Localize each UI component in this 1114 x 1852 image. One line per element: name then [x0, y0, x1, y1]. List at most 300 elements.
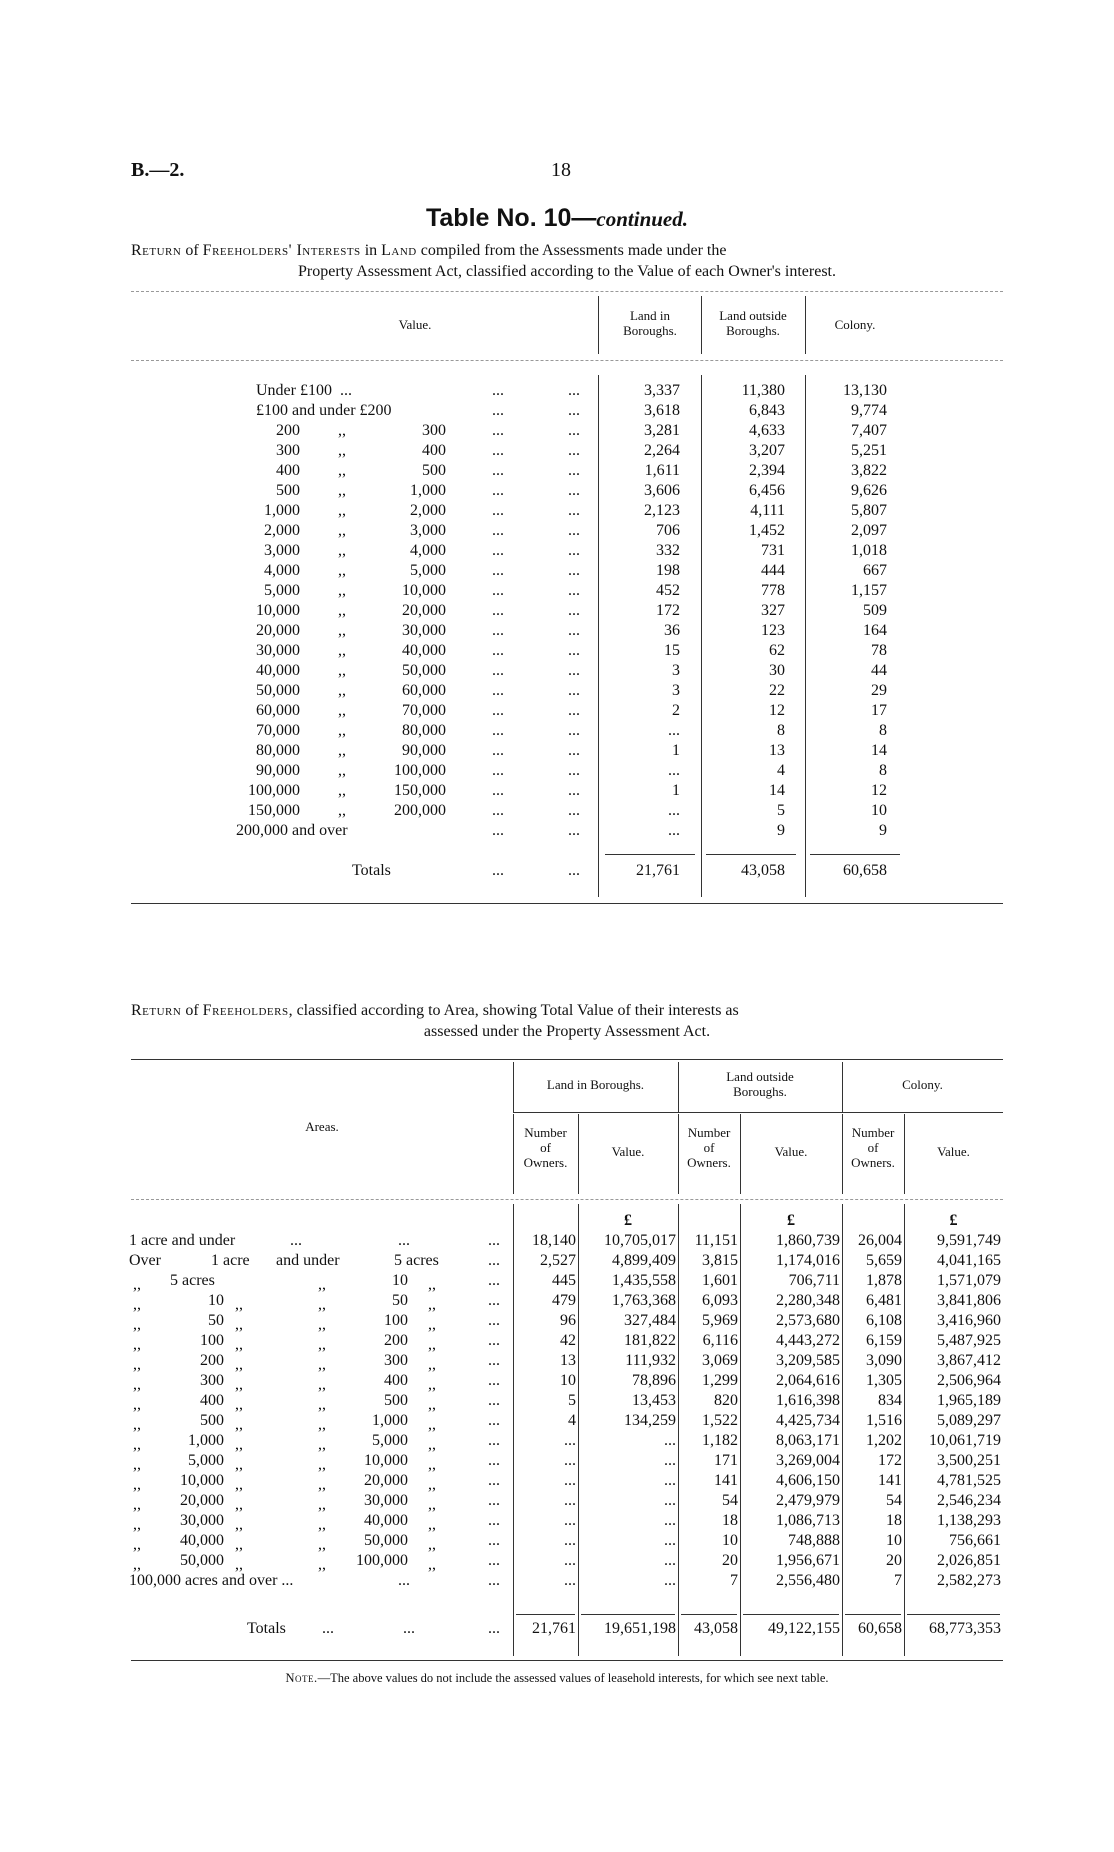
caption-word: Freeholders: [202, 1002, 289, 1019]
range-to: 400: [422, 442, 446, 459]
boroughs-value: ...: [664, 1512, 676, 1529]
colony-value: 2,582,273: [937, 1572, 1001, 1589]
colony-owners: 5,659: [866, 1252, 902, 1269]
leader-dots: ...: [568, 522, 580, 539]
ditto-mark: ,,: [133, 1376, 141, 1393]
ditto-mark: ,,: [428, 1356, 436, 1373]
currency-symbol: £: [624, 1212, 632, 1229]
range-to: 1,000: [410, 482, 446, 499]
leader-dots: ...: [568, 602, 580, 619]
colony-count: 9: [879, 822, 887, 839]
ditto-mark: ,,: [235, 1316, 243, 1333]
colony-count: 10: [871, 802, 887, 819]
row-prefix: Over: [129, 1252, 161, 1269]
header-number-of-owners: Number of Owners.: [851, 1125, 895, 1170]
leader-dots: ...: [488, 1620, 500, 1637]
ditto-mark: ,,: [133, 1496, 141, 1513]
leader-dots: ...: [568, 702, 580, 719]
range-to: 200,000: [394, 802, 446, 819]
ditto-mark: ,,: [318, 1356, 326, 1373]
range-from: 50,000: [256, 682, 300, 699]
range-to: 10,000: [364, 1452, 408, 1469]
ditto-mark: ,,: [338, 782, 346, 799]
leader-dots: ...: [492, 442, 504, 459]
header-colony: Colony.: [902, 1077, 943, 1092]
outside-owners: 1,522: [702, 1412, 738, 1429]
ditto-mark: ,,: [338, 442, 346, 459]
leader-dots: ...: [568, 742, 580, 759]
boroughs-value: 327,484: [624, 1312, 676, 1329]
header-land-in-boroughs: Land in Boroughs.: [623, 308, 677, 338]
leader-dots: ...: [492, 782, 504, 799]
ditto-mark: ,,: [133, 1456, 141, 1473]
land-outside-boroughs-count: 1,452: [749, 522, 785, 539]
boroughs-value: ...: [664, 1552, 676, 1569]
column-divider: [842, 1114, 843, 1194]
table1-caption-line2: Property Assessment Act, classified according to the Value of each Owner's interest.: [298, 263, 836, 280]
range-from: 50: [208, 1312, 224, 1329]
colony-owners: 172: [878, 1452, 902, 1469]
land-in-boroughs-count: 706: [656, 522, 680, 539]
land-in-boroughs-count: 332: [656, 542, 680, 559]
land-outside-boroughs-count: 3,207: [749, 442, 785, 459]
outside-value: 49,122,155: [768, 1620, 840, 1637]
colony-value: 4,781,525: [937, 1472, 1001, 1489]
caption-word: in: [360, 242, 382, 259]
outside-owners: 1,299: [702, 1372, 738, 1389]
row-label: Under £100: [256, 382, 332, 399]
leader-dots: ...: [568, 502, 580, 519]
outside-value: 3,209,585: [776, 1352, 840, 1369]
boroughs-owners: ...: [564, 1472, 576, 1489]
header-number-of-owners: Number of Owners.: [523, 1125, 568, 1170]
colony-value: 1,571,079: [937, 1272, 1001, 1289]
outside-value: 1,086,713: [776, 1512, 840, 1529]
range-to: 40,000: [364, 1512, 408, 1529]
land-outside-boroughs-count: 13: [769, 742, 785, 759]
range-to: 5,000: [372, 1432, 408, 1449]
leader-dots: ...: [568, 682, 580, 699]
boroughs-owners: ...: [564, 1532, 576, 1549]
range-from: 10: [208, 1292, 224, 1309]
totals-rule: [743, 1614, 839, 1615]
row-label: 1 acre and under: [129, 1232, 236, 1249]
rule: [513, 1112, 1003, 1113]
colony-count: 8: [879, 762, 887, 779]
land-in-boroughs-count: 3,337: [644, 382, 680, 399]
range-to: 100,000: [394, 762, 446, 779]
leader-dots: ...: [492, 602, 504, 619]
boroughs-owners: ...: [564, 1492, 576, 1509]
title-continued: continued.: [596, 207, 689, 231]
range-to: 20,000: [402, 602, 446, 619]
column-divider: [805, 375, 806, 897]
range-from: 1,000: [264, 502, 300, 519]
colony-count: 13,130: [843, 382, 887, 399]
outside-value: 2,280,348: [776, 1292, 840, 1309]
leader-dots: ...: [492, 742, 504, 759]
land-outside-boroughs-count: 731: [761, 542, 785, 559]
ditto-mark: ,,: [428, 1476, 436, 1493]
leader-dots: ...: [492, 642, 504, 659]
boroughs-owners: 96: [560, 1312, 576, 1329]
land-outside-boroughs-count: 6,843: [749, 402, 785, 419]
ditto-mark: ,,: [428, 1296, 436, 1313]
leader-dots: ...: [568, 722, 580, 739]
colony-value: 756,661: [949, 1532, 1001, 1549]
currency-symbol: £: [787, 1212, 795, 1229]
land-outside-boroughs-count: 9: [777, 822, 785, 839]
colony-value: 2,506,964: [937, 1372, 1001, 1389]
range-from: 100,000: [248, 782, 300, 799]
range-to: 10,000: [402, 582, 446, 599]
ditto-mark: ,,: [133, 1416, 141, 1433]
colony-value: 2,026,851: [937, 1552, 1001, 1569]
land-outside-boroughs-count: 123: [761, 622, 785, 639]
row-label: 100,000 acres and over ...: [129, 1572, 294, 1589]
leader-dots: ...: [568, 402, 580, 419]
colony-count: 1,018: [851, 542, 887, 559]
colony-owners: 141: [878, 1472, 902, 1489]
header-colony: Colony.: [834, 317, 876, 332]
colony-owners: 54: [886, 1492, 902, 1509]
colony-value: 1,965,189: [937, 1392, 1001, 1409]
leader-dots: ...: [568, 382, 580, 399]
header-areas: Areas.: [305, 1119, 339, 1134]
row-label: 200,000 and over: [236, 822, 348, 839]
leader-dots: ...: [398, 1232, 410, 1249]
ditto-mark: ,,: [338, 802, 346, 819]
ditto-mark: ,,: [235, 1356, 243, 1373]
outside-owners: 1,601: [702, 1272, 738, 1289]
range-to: 5,000: [410, 562, 446, 579]
leader-dots: ...: [492, 682, 504, 699]
outside-value: 4,443,272: [776, 1332, 840, 1349]
ditto-mark: ,,: [235, 1556, 243, 1573]
caption-word: of: [181, 1002, 203, 1019]
outside-value: 2,479,979: [776, 1492, 840, 1509]
outside-owners: 18: [722, 1512, 738, 1529]
totals-rule: [706, 854, 796, 855]
leader-dots: ...: [488, 1252, 500, 1269]
range-to: 50,000: [402, 662, 446, 679]
land-outside-boroughs-count: 12: [769, 702, 785, 719]
colony-owners: 3,090: [866, 1352, 902, 1369]
leader-dots: ...: [492, 702, 504, 719]
leader-dots: ...: [492, 722, 504, 739]
range-to: 100,000: [356, 1552, 408, 1569]
colony-value: 1,138,293: [937, 1512, 1001, 1529]
boroughs-owners: 21,761: [532, 1620, 576, 1637]
range-to: 50,000: [364, 1532, 408, 1549]
range-from: 300: [200, 1372, 224, 1389]
ditto-mark: ,,: [133, 1356, 141, 1373]
land-in-boroughs-count: ...: [668, 802, 680, 819]
ditto-mark: ,,: [338, 742, 346, 759]
leader-dots: ...: [492, 522, 504, 539]
document-reference: B.—2.: [131, 159, 185, 181]
land-in-boroughs-count: ...: [668, 722, 680, 739]
leader-dots: ...: [398, 1572, 410, 1589]
ditto-mark: ,,: [235, 1416, 243, 1433]
ditto-mark: ,,: [338, 682, 346, 699]
ditto-mark: ,,: [318, 1436, 326, 1453]
table2-caption-line1: [131, 1003, 1003, 1019]
colony-owners: 60,658: [858, 1620, 902, 1637]
ditto-mark: ,,: [235, 1536, 243, 1553]
ditto-mark: ,,: [235, 1436, 243, 1453]
totals-rule: [581, 1614, 675, 1615]
colony-owners: 6,481: [866, 1292, 902, 1309]
colony-value: 3,841,806: [937, 1292, 1001, 1309]
ditto-mark: ,,: [428, 1336, 436, 1353]
totals-rule: [845, 1614, 901, 1615]
note-label: Note.: [285, 1671, 318, 1685]
leader-dots: ...: [488, 1492, 500, 1509]
leader-dots: ...: [568, 542, 580, 559]
totals-rule: [681, 1614, 737, 1615]
range-from: 3,000: [264, 542, 300, 559]
ditto-mark: ,,: [133, 1516, 141, 1533]
ditto-mark: ,,: [428, 1316, 436, 1333]
leader-dots: ...: [488, 1552, 500, 1569]
leader-dots: ...: [568, 762, 580, 779]
header-value: Value.: [937, 1144, 970, 1159]
rule: [131, 1199, 1003, 1200]
range-from: 2,000: [264, 522, 300, 539]
outside-owners: 6,116: [702, 1332, 738, 1349]
ditto-mark: ,,: [338, 562, 346, 579]
outside-value: 706,711: [788, 1272, 840, 1289]
ditto-mark: ,,: [338, 462, 346, 479]
leader-dots: ...: [488, 1572, 500, 1589]
ditto-mark: ,,: [338, 762, 346, 779]
leader-dots: ...: [488, 1372, 500, 1389]
leader-dots: ...: [492, 662, 504, 679]
colony-owners: 834: [878, 1392, 902, 1409]
range-to: 30,000: [364, 1492, 408, 1509]
range-from: 100: [200, 1332, 224, 1349]
outside-value: 1,860,739: [776, 1232, 840, 1249]
caption-word: Return: [131, 242, 182, 259]
range-to: 400: [384, 1372, 408, 1389]
ditto-mark: ,,: [235, 1336, 243, 1353]
currency-symbol: £: [949, 1212, 958, 1229]
range-from: 90,000: [256, 762, 300, 779]
ditto-mark: ,,: [338, 602, 346, 619]
leader-dots: ...: [492, 582, 504, 599]
ditto-mark: ,,: [133, 1336, 141, 1353]
header-value: Value.: [774, 1144, 808, 1159]
range-to: 300: [384, 1352, 408, 1369]
boroughs-owners: 10: [560, 1372, 576, 1389]
outside-value: 4,425,734: [776, 1412, 840, 1429]
leader-dots: ...: [568, 862, 580, 879]
ditto-mark: ,,: [428, 1456, 436, 1473]
range-to: 5 acres: [394, 1252, 439, 1269]
leader-dots: ...: [488, 1312, 500, 1329]
leader-dots: ...: [492, 862, 504, 879]
ditto-mark: ,,: [318, 1376, 326, 1393]
range-to: 50: [392, 1292, 408, 1309]
outside-owners: 171: [714, 1452, 738, 1469]
boroughs-value: ...: [664, 1432, 676, 1449]
rule: [131, 1660, 1003, 1661]
header-land-outside-boroughs: Land outside Boroughs.: [719, 308, 787, 338]
land-outside-boroughs-count: 4: [777, 762, 785, 779]
outside-owners: 11,151: [694, 1232, 738, 1249]
colony-owners: 1,516: [866, 1412, 902, 1429]
colony-count: 17: [871, 702, 887, 719]
leader-dots: ...: [488, 1392, 500, 1409]
colony-value: 3,867,412: [937, 1352, 1001, 1369]
range-to: 70,000: [402, 702, 446, 719]
land-in-boroughs-count: 3,618: [644, 402, 680, 419]
column-divider: [701, 375, 702, 897]
leader-dots: ...: [568, 622, 580, 639]
range-from: 30,000: [180, 1512, 224, 1529]
range-from: 5,000: [264, 582, 300, 599]
range-from: 200: [200, 1352, 224, 1369]
colony-owners: 10: [886, 1532, 902, 1549]
caption-word: of: [181, 242, 203, 259]
boroughs-owners: 445: [552, 1272, 576, 1289]
land-outside-boroughs-count: 4,633: [749, 422, 785, 439]
header-land-in-boroughs: Land in Boroughs.: [546, 1077, 645, 1092]
land-in-boroughs-count: 1: [672, 742, 680, 759]
ditto-mark: ,,: [338, 422, 346, 439]
ditto-mark: ,,: [318, 1496, 326, 1513]
boroughs-owners: 5: [568, 1392, 576, 1409]
ditto-mark: ,,: [133, 1396, 141, 1413]
leader-dots: ...: [568, 642, 580, 659]
leader-dots: ...: [568, 582, 580, 599]
total-land-outside-boroughs: 43,058: [741, 862, 785, 879]
note-text: —The above values do not include the assessed values of leasehold interests, for which see next table.: [317, 1671, 829, 1685]
caption-word: Land: [381, 242, 417, 259]
land-outside-boroughs-count: 62: [769, 642, 785, 659]
ditto-mark: ,,: [338, 502, 346, 519]
outside-owners: 10: [722, 1532, 738, 1549]
rule: [131, 903, 1003, 904]
ditto-mark: ,,: [338, 702, 346, 719]
range-to: 40,000: [402, 642, 446, 659]
colony-count: 5,807: [851, 502, 887, 519]
leader-dots: ...: [492, 422, 504, 439]
colony-count: 5,251: [851, 442, 887, 459]
colony-owners: 26,004: [858, 1232, 902, 1249]
ditto-mark: ,,: [318, 1456, 326, 1473]
leader-dots: ...: [488, 1472, 500, 1489]
range-to: 100: [384, 1312, 408, 1329]
ditto-mark: ,,: [318, 1316, 326, 1333]
land-outside-boroughs-count: 2,394: [749, 462, 785, 479]
colony-owners: 1,305: [866, 1372, 902, 1389]
colony-count: 14: [871, 742, 887, 759]
range-from: 70,000: [256, 722, 300, 739]
colony-value: 3,500,251: [937, 1452, 1001, 1469]
outside-value: 2,064,616: [776, 1372, 840, 1389]
ditto-mark: ,,: [235, 1516, 243, 1533]
range-from: 80,000: [256, 742, 300, 759]
colony-count: 78: [871, 642, 887, 659]
colony-count: 9,626: [851, 482, 887, 499]
caption-word: compiled from the Assessments made under the: [416, 242, 727, 259]
ditto-mark: ,,: [318, 1556, 326, 1573]
leader-dots: ...: [492, 802, 504, 819]
land-in-boroughs-count: 2: [672, 702, 680, 719]
ditto-mark: ,,: [235, 1396, 243, 1413]
boroughs-value: 19,651,198: [604, 1620, 676, 1637]
leader-dots: ...: [488, 1332, 500, 1349]
colony-count: 2,097: [851, 522, 887, 539]
totals-label: Totals: [247, 1620, 286, 1637]
boroughs-value: 1,435,558: [612, 1272, 676, 1289]
caption-word: Return: [131, 1002, 182, 1019]
ditto-mark: ,,: [338, 622, 346, 639]
boroughs-owners: ...: [564, 1572, 576, 1589]
leader-dots: ...: [488, 1532, 500, 1549]
boroughs-owners: 13: [560, 1352, 576, 1369]
range-from: 1 acre: [211, 1252, 250, 1269]
colony-owners: 6,108: [866, 1312, 902, 1329]
land-outside-boroughs-count: 11,380: [741, 382, 785, 399]
ditto-mark: ,,: [133, 1316, 141, 1333]
ditto-mark: ,,: [318, 1476, 326, 1493]
colony-count: 509: [863, 602, 887, 619]
leader-dots: ...: [488, 1412, 500, 1429]
ditto-mark: ,,: [338, 522, 346, 539]
page-number: 18: [551, 159, 571, 181]
boroughs-owners: 4: [568, 1412, 576, 1429]
rule: [131, 360, 1003, 361]
land-in-boroughs-count: ...: [668, 822, 680, 839]
ditto-mark: ,,: [133, 1436, 141, 1453]
outside-owners: 54: [722, 1492, 738, 1509]
ditto-mark: ,,: [318, 1296, 326, 1313]
colony-value: 2,546,234: [937, 1492, 1001, 1509]
range-from: 50,000: [180, 1552, 224, 1569]
ditto-mark: ,,: [235, 1376, 243, 1393]
ditto-mark: ,,: [338, 662, 346, 679]
leader-dots: ...: [568, 662, 580, 679]
title-main: Table No. 10—: [425, 204, 597, 232]
range-from: 40,000: [256, 662, 300, 679]
boroughs-value: 10,705,017: [604, 1232, 676, 1249]
colony-value: 10,061,719: [929, 1432, 1001, 1449]
outside-value: 1,174,016: [776, 1252, 840, 1269]
outside-value: 2,573,680: [776, 1312, 840, 1329]
boroughs-value: ...: [664, 1452, 676, 1469]
header-value: Value.: [611, 1144, 645, 1159]
header-value: Value.: [398, 317, 432, 332]
range-to: 300: [422, 422, 446, 439]
leader-dots: ...: [492, 562, 504, 579]
leader-dots: ...: [492, 482, 504, 499]
ditto-mark: ,,: [235, 1296, 243, 1313]
leader-dots: ...: [568, 782, 580, 799]
outside-value: 3,269,004: [776, 1452, 840, 1469]
colony-owners: 20: [886, 1552, 902, 1569]
ditto-mark: ,,: [235, 1456, 243, 1473]
colony-owners: 1,202: [866, 1432, 902, 1449]
ditto-mark: ,,: [133, 1276, 141, 1293]
boroughs-value: 111,932: [625, 1352, 676, 1369]
ditto-mark: ,,: [318, 1396, 326, 1413]
land-outside-boroughs-count: 22: [769, 682, 785, 699]
leader-dots: ...: [488, 1272, 500, 1289]
land-outside-boroughs-count: 5: [777, 802, 785, 819]
